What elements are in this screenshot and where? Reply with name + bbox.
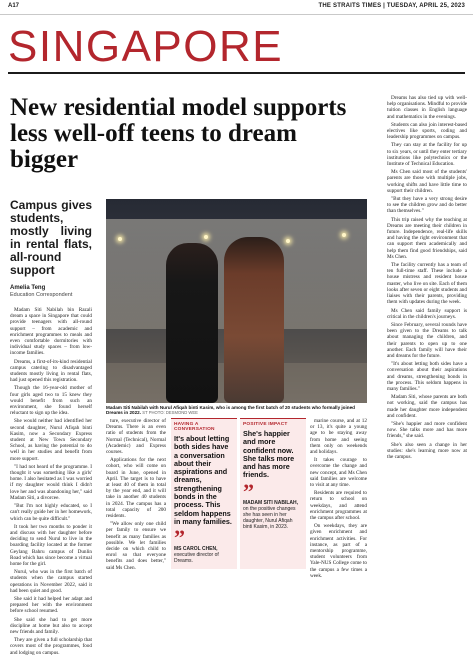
paragraph: She would neither had identified her second daughter, Nurul Afiqah binti Kasim, now a Secondary Express student at New Town Secondary School, as having the potential to do well in her studies and benefit from more support. xyxy=(10,418,92,462)
photo-student xyxy=(166,243,218,403)
article-column-right xyxy=(387,95,467,565)
byline-name: Amelia Teng xyxy=(10,285,46,291)
issue-date: TUESDAY, APRIL 25, 2023 xyxy=(386,3,465,9)
paragraph: It took her two months to ponder it and discuss with her daughter before deciding to send Nurul to live in the boarding facility located at the former Geylang Bahru campus of Dunlin Road which has since become a virtual home for the girl. xyxy=(10,523,92,567)
page-number: A17 xyxy=(8,3,20,9)
paragraph: "But they have a very strong desire to see the children grow and do better than themselves." xyxy=(387,196,467,215)
paragraph: She said she had to get more discipline at home but also to accept new friends and family. xyxy=(10,616,92,635)
paragraph: This trip raised why the teaching at Dreams are meeting their children in future. Independence, real-life skills and having the right environment that can support them academically and help them find good friendships, said Ms Chen. xyxy=(387,216,467,260)
paragraph: "It's about letting both sides have a conversation about their aspirations and dreams, strengthening bonds in the process. This seldom happens in many families." xyxy=(387,361,467,392)
masthead: THE STRAITS TIMES | TUESDAY, APRIL 25, 2023 xyxy=(318,3,465,9)
paragraph: "But I'm not highly educated, so I can't really guide her in her homework, which can be quite difficult." xyxy=(10,503,92,522)
paragraph: Ms Chen said most of the students' parents are those with multiple jobs, working shifts and have little time to support their children. xyxy=(387,169,467,194)
article-photo xyxy=(106,199,367,403)
paragraph: Dreams has also tied up with well-help organisations. Mindful to provide tuition classes in English language and mathematics in the evenings. xyxy=(387,95,467,120)
photo-credit: ST PHOTO: DESMOND WEE xyxy=(142,410,198,416)
col1-body xyxy=(10,307,92,656)
paragraph: Madam Siti, whose parents are both not working, said the campus has made her daughter more independent and confident. xyxy=(387,394,467,419)
quote-mark-icon: ” xyxy=(174,525,185,551)
paragraph: Residents are required to return to school on weekdays, and attend enrichment programmes at the campus after school. xyxy=(310,490,367,522)
pull-quote-1-name: MS CAROL CHEN, xyxy=(174,546,218,553)
byline-role: Education Correspondent xyxy=(10,292,73,298)
pull-quote-2-text: She's happier and more confident now. She talks more and has more friends. xyxy=(243,429,295,480)
pull-quote-2-role: on the positive changes she has seen in her daughter, Nurul Afiqah binti Kasim, in 2023. xyxy=(243,505,296,530)
paragraph: Ms Chen said family support is critical in the children's journeys. xyxy=(387,307,467,320)
photo-lamp xyxy=(204,235,208,239)
paragraph: She's also seen a change in her studies: she's learning more now at the campus. xyxy=(387,441,467,460)
pull-quote-1 xyxy=(171,418,237,569)
paragraph: Though the 16-year-old mother of four girls aged two to 15 knew they would benefit from such an environment, she found herself reluctant to sign up the idea. xyxy=(10,385,92,417)
pull-quote-1-role: executive director of Dreams. xyxy=(174,552,219,565)
quote-mark-icon: ” xyxy=(243,478,254,504)
standfirst: Campus gives students, mostly living in rental flats, all-round support xyxy=(10,198,92,277)
section-title: SINGAPORE xyxy=(8,22,465,74)
paragraph: Since February, several rounds have been given to the Dreams to talk about managing the children, and their parents to open up to one another. Each family will have their and dreams for the future. xyxy=(387,321,467,359)
paragraph: "We allow only one child per family to ensure we benefit as many families as possible. We let families decide on which child to enrol so that everyone benefits and does better," said Ms Chen. xyxy=(106,521,166,571)
pull-quote-1-label: HAVING A CONVERSATION xyxy=(174,422,215,432)
paragraph: It takes courage to overcome the change and new concept, and Ms Chen said families are welcome to visit at any time. xyxy=(310,457,367,489)
paragraph: ture, executive director of Dreams. There is an even ratio of students from the Normal (Technical), Normal (Academic) and Express courses. xyxy=(106,418,166,456)
paragraph: On weekdays, they are given enrichment and enrichment activities. For instance, as part of a mentorship programme, student volunteers from Yale-NUS College come to the campus a few times a week. xyxy=(310,523,367,579)
paragraph: Students can also join interest-based electives like sports, coding and leadership programmes on campus. xyxy=(387,121,467,141)
paragraph: "She's happier and more confident now. She talks more and has more friends," she said. xyxy=(387,420,467,440)
headline: New residential model supports less well-off teens to dream bigger xyxy=(10,94,347,173)
paragraph: They are given a full scholarship that covers most of the programmes, food and lodging on campus. xyxy=(10,637,92,656)
photo-caption xyxy=(106,405,367,416)
photo-lamp xyxy=(286,239,290,243)
photo-mother xyxy=(224,237,284,403)
paragraph: marine course, and at 12 or 13, it's quite a young age to be staying away from home and seeing them only on weekends and holidays. xyxy=(310,418,367,456)
article-column-2 xyxy=(106,418,166,571)
article-column-3 xyxy=(310,418,367,579)
paragraph: Madam Siti Nabilah bin Razali dream a space in Singapore that could provide teenagers with all-round support – from academic and enrichment programmes to meals and even comfortable dormitories with individual study spaces – from low-income families. xyxy=(10,307,92,357)
pull-quote-1-attribution xyxy=(174,546,234,564)
pull-quote-2 xyxy=(240,418,306,569)
pull-quote-2-label: POSITIVE IMPACT xyxy=(243,422,288,427)
paragraph: Dreams, a first-of-its-kind residential campus catering to disadvantaged students mostly living in rental flats, had just opened this registration. xyxy=(10,358,92,384)
paragraph: Applications for the next cohort, who will come on board in June, opened in April. The target is to have at least 40 of them in total by the year end, and it will take in another 40 students in 2024. The campus has a total capacity of 200 residents. xyxy=(106,457,166,520)
paragraph: Nurul, who was in the first batch of students when the campus started operations in November 2022, said it had been quiet and good. xyxy=(10,569,92,594)
pull-quote-2-attribution xyxy=(243,500,303,530)
article-column-1 xyxy=(10,198,92,656)
pull-quote-1-text: It's about letting both sides have a conversation about their aspirations and dreams, strengthening bonds in the process. This seldom happens in many families. xyxy=(174,434,232,526)
paper-name: THE STRAITS TIMES xyxy=(318,3,382,9)
photo-lamp xyxy=(118,237,122,241)
paragraph: They can stay at the facility for up to six years, or until they enter tertiary institutions like polytechnics or the Institute of Technical Education. xyxy=(387,142,467,168)
pull-quote-2-name: MADAM SITI NABILAH, xyxy=(243,499,298,506)
caption-text: Madam Siti Nabilah with Nurul Afiqah binti Kasim, who is among the first batch of 20 students who formally joined Dreams in 2022. xyxy=(106,405,355,416)
paragraph: She said it had helped her adapt and prepared her with the environment before school resumed. xyxy=(10,595,92,615)
photo-lamp xyxy=(342,233,346,237)
paragraph: "I had not heard of the programme. I thought it was something like a girls' home. I also hesitated as I was worried if my daughter would think I didn't love her and was abandoning her," said Madam Siti, a divorcee. xyxy=(10,463,92,501)
paragraph: The facility currently has a team of ten full-time staff. These include a house mistress and resident house master, who live on site. Each of them looks after seven or eight students and liaises with their parents, providing them with updates during the week. xyxy=(387,262,467,306)
